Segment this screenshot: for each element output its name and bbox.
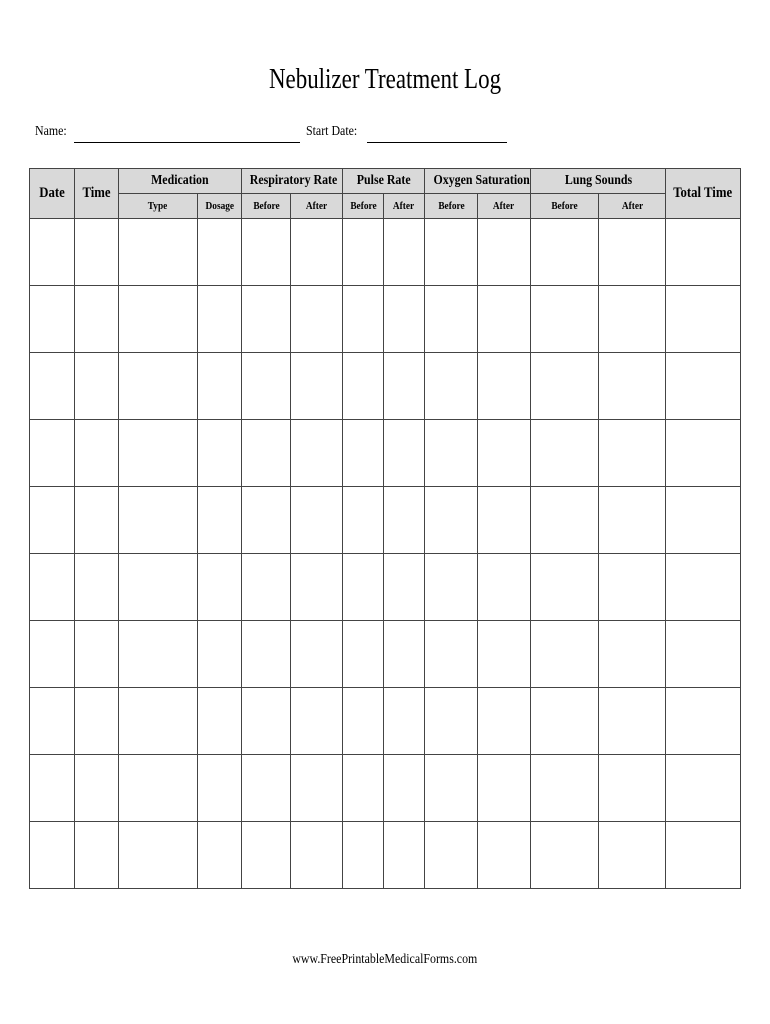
table-cell[interactable] (599, 487, 666, 554)
header-medication: Medication (119, 169, 242, 194)
table-cell[interactable] (531, 688, 599, 755)
table-cell[interactable] (478, 420, 531, 487)
table-cell[interactable] (666, 822, 741, 889)
subheader-before: Before (242, 194, 291, 219)
table-cell[interactable] (599, 219, 666, 286)
table-cell[interactable] (242, 353, 291, 420)
subheader-after: After (291, 194, 343, 219)
table-cell[interactable] (531, 621, 599, 688)
table-cell[interactable] (291, 219, 343, 286)
header-oxygen-saturation: Oxygen Saturation (425, 169, 531, 194)
table-cell[interactable] (531, 822, 599, 889)
table-cell[interactable] (531, 487, 599, 554)
table-cell[interactable] (531, 755, 599, 822)
start-date-field[interactable] (367, 142, 507, 143)
table-cell[interactable] (30, 286, 75, 353)
table-cell[interactable] (531, 554, 599, 621)
subheader-before: Before (425, 194, 478, 219)
footer-url: www.FreePrintableMedicalForms.com (292, 952, 478, 967)
table-cell[interactable] (343, 822, 384, 889)
table-cell[interactable] (30, 487, 75, 554)
table-cell[interactable] (242, 688, 291, 755)
table-cell[interactable] (425, 755, 478, 822)
table-cell[interactable] (75, 487, 119, 554)
header-respiratory-rate: Respiratory Rate (242, 169, 343, 194)
table-cell[interactable] (599, 688, 666, 755)
table-cell[interactable] (384, 353, 425, 420)
table-cell[interactable] (343, 755, 384, 822)
table-cell[interactable] (384, 554, 425, 621)
table-cell[interactable] (242, 822, 291, 889)
table-cell[interactable] (531, 286, 599, 353)
table-cell[interactable] (425, 219, 478, 286)
table-cell[interactable] (531, 420, 599, 487)
subheader-after: After (478, 194, 531, 219)
table-cell[interactable] (531, 219, 599, 286)
table-cell[interactable] (291, 755, 343, 822)
table-cell[interactable] (30, 353, 75, 420)
table-row (30, 487, 741, 554)
table-row (30, 286, 741, 353)
table-cell[interactable] (198, 420, 242, 487)
table-cell[interactable] (599, 822, 666, 889)
table-cell[interactable] (30, 554, 75, 621)
table-cell[interactable] (666, 621, 741, 688)
table-cell[interactable] (343, 487, 384, 554)
table-cell[interactable] (384, 219, 425, 286)
subheader-dosage: Dosage (198, 194, 242, 219)
table-cell[interactable] (478, 219, 531, 286)
table-cell[interactable] (425, 822, 478, 889)
table-cell[interactable] (425, 353, 478, 420)
table-cell[interactable] (242, 621, 291, 688)
name-field[interactable] (74, 142, 300, 143)
table-cell[interactable] (119, 219, 198, 286)
table-cell[interactable] (384, 822, 425, 889)
table-cell[interactable] (291, 688, 343, 755)
table-cell[interactable] (384, 688, 425, 755)
table-cell[interactable] (531, 353, 599, 420)
table-cell[interactable] (198, 755, 242, 822)
table-cell[interactable] (242, 286, 291, 353)
table-cell[interactable] (478, 822, 531, 889)
table-cell[interactable] (343, 688, 384, 755)
table-row (30, 822, 741, 889)
table-cell[interactable] (119, 353, 198, 420)
table-cell[interactable] (343, 353, 384, 420)
table-cell[interactable] (425, 554, 478, 621)
table-cell[interactable] (75, 420, 119, 487)
table-cell[interactable] (291, 822, 343, 889)
table-cell[interactable] (242, 755, 291, 822)
table-body (30, 219, 741, 889)
table-row (30, 353, 741, 420)
table-cell[interactable] (666, 286, 741, 353)
table-cell[interactable] (425, 420, 478, 487)
table-row (30, 621, 741, 688)
table-row (30, 420, 741, 487)
table-cell[interactable] (425, 487, 478, 554)
subheader-after: After (599, 194, 666, 219)
table-cell[interactable] (198, 487, 242, 554)
table-cell[interactable] (291, 554, 343, 621)
table-cell[interactable] (30, 219, 75, 286)
table-cell[interactable] (198, 822, 242, 889)
table-cell[interactable] (198, 286, 242, 353)
subheader-before: Before (531, 194, 599, 219)
table-cell[interactable] (75, 353, 119, 420)
table-cell[interactable] (75, 822, 119, 889)
table-cell[interactable] (478, 487, 531, 554)
header-lung-sounds: Lung Sounds (531, 169, 666, 194)
table-cell[interactable] (343, 554, 384, 621)
table-cell[interactable] (198, 219, 242, 286)
table-cell[interactable] (242, 219, 291, 286)
table-cell[interactable] (425, 688, 478, 755)
table-cell[interactable] (599, 755, 666, 822)
table-cell[interactable] (666, 554, 741, 621)
table-cell[interactable] (119, 755, 198, 822)
table-cell[interactable] (666, 487, 741, 554)
table-cell[interactable] (30, 688, 75, 755)
table-cell[interactable] (478, 554, 531, 621)
table-row (30, 554, 741, 621)
table-cell[interactable] (291, 286, 343, 353)
table-cell[interactable] (75, 688, 119, 755)
table-cell[interactable] (119, 822, 198, 889)
header-time: Time (75, 169, 119, 219)
table-cell[interactable] (119, 286, 198, 353)
table-cell[interactable] (666, 219, 741, 286)
table-cell[interactable] (599, 353, 666, 420)
table-cell[interactable] (119, 420, 198, 487)
table-cell[interactable] (478, 353, 531, 420)
table-cell[interactable] (198, 554, 242, 621)
table-cell[interactable] (666, 353, 741, 420)
header-pulse-rate: Pulse Rate (343, 169, 425, 194)
table-cell[interactable] (75, 755, 119, 822)
table-cell[interactable] (425, 286, 478, 353)
table-cell[interactable] (599, 286, 666, 353)
header-date: Date (30, 169, 75, 219)
table-cell[interactable] (343, 219, 384, 286)
table-cell[interactable] (198, 621, 242, 688)
table-cell[interactable] (198, 688, 242, 755)
table-cell[interactable] (384, 487, 425, 554)
table-cell[interactable] (666, 688, 741, 755)
table-cell[interactable] (384, 621, 425, 688)
subheader-before: Before (343, 194, 384, 219)
table-cell[interactable] (291, 621, 343, 688)
table-row (30, 755, 741, 822)
table-cell[interactable] (119, 688, 198, 755)
table-cell[interactable] (384, 755, 425, 822)
subheader-type: Type (119, 194, 198, 219)
header-total-time: Total Time (666, 169, 741, 219)
subheader-after: After (384, 194, 425, 219)
table-cell[interactable] (666, 420, 741, 487)
table-cell[interactable] (119, 487, 198, 554)
table-cell[interactable] (75, 621, 119, 688)
table-cell[interactable] (291, 487, 343, 554)
table-cell[interactable] (478, 621, 531, 688)
table-cell[interactable] (599, 420, 666, 487)
table-cell[interactable] (119, 554, 198, 621)
table-cell[interactable] (478, 286, 531, 353)
table-cell[interactable] (198, 353, 242, 420)
table-cell[interactable] (30, 621, 75, 688)
table-cell[interactable] (343, 621, 384, 688)
table-cell[interactable] (599, 554, 666, 621)
table-cell[interactable] (242, 420, 291, 487)
table-row (30, 688, 741, 755)
table-cell[interactable] (242, 554, 291, 621)
table-cell[interactable] (30, 420, 75, 487)
table-cell[interactable] (119, 621, 198, 688)
treatment-log-table (29, 168, 741, 889)
table-cell[interactable] (30, 822, 75, 889)
table-cell[interactable] (291, 420, 343, 487)
page-title: Nebulizer Treatment Log (268, 64, 502, 95)
table-cell[interactable] (384, 420, 425, 487)
table-cell[interactable] (666, 755, 741, 822)
table-cell[interactable] (384, 286, 425, 353)
table-cell[interactable] (425, 621, 478, 688)
table-cell[interactable] (30, 755, 75, 822)
table-cell[interactable] (343, 286, 384, 353)
table-cell[interactable] (242, 487, 291, 554)
table-cell[interactable] (599, 621, 666, 688)
table-cell[interactable] (75, 554, 119, 621)
table-cell[interactable] (75, 286, 119, 353)
table-row (30, 219, 741, 286)
table-cell[interactable] (75, 219, 119, 286)
table-cell[interactable] (478, 688, 531, 755)
start-date-label: Start Date: (306, 124, 358, 139)
table-cell[interactable] (291, 353, 343, 420)
table-cell[interactable] (478, 755, 531, 822)
table-cell[interactable] (343, 420, 384, 487)
name-label: Name: (35, 124, 67, 139)
